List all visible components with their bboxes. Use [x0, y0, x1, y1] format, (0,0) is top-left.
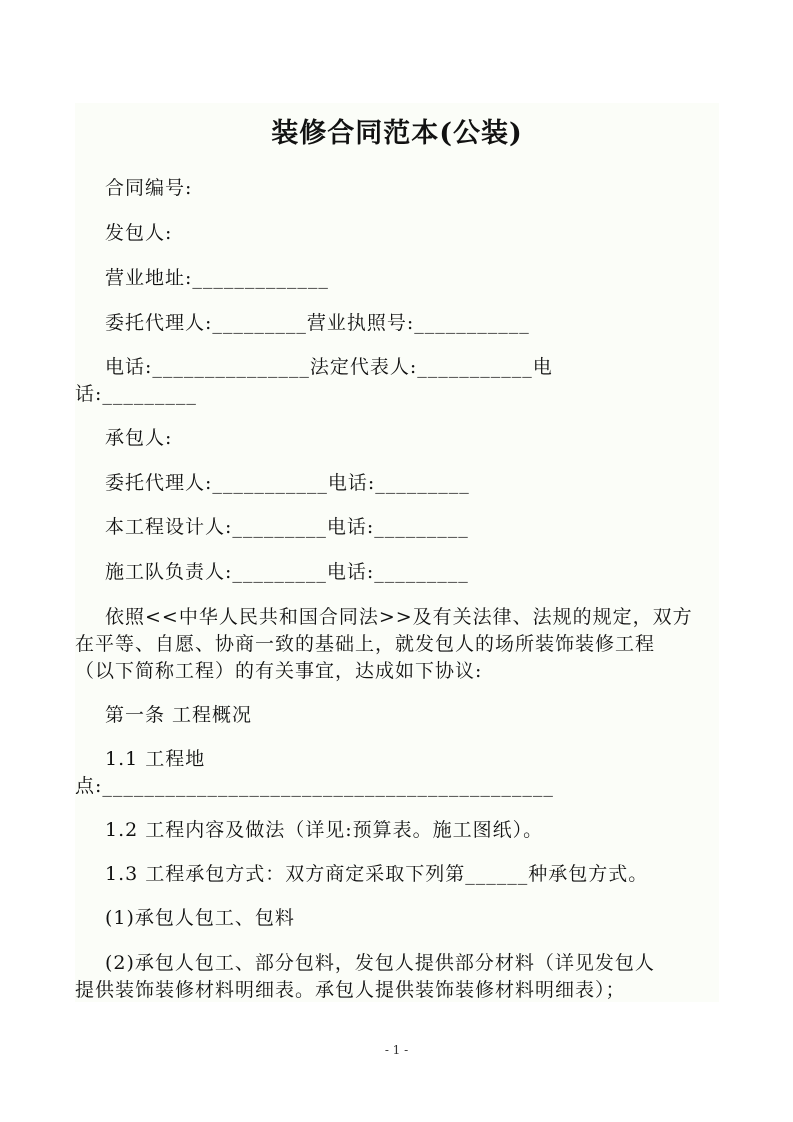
document-title: 装修合同范本(公装) — [271, 118, 523, 149]
phone-continuation-line: 话:_________ — [75, 383, 197, 405]
preamble-line-1: 依照<<中华人民共和国合同法>>及有关法律、法规的规定，双方 — [105, 606, 693, 628]
designer-line: 本工程设计人:_________电话:_________ — [105, 516, 469, 538]
clause-1-1-line-1: 1.1 工程地 — [105, 748, 206, 770]
clause-1-1-line-2: 点:___________________________________________ — [75, 775, 554, 797]
page-number: - 1 - — [384, 1043, 409, 1057]
crew-leader-line: 施工队负责人:_________电话:_________ — [105, 561, 469, 583]
preamble-line-3: （以下简称工程）的有关事宜，达成如下协议: — [75, 660, 483, 682]
business-address-line: 营业地址:_____________ — [105, 267, 329, 289]
agent-license-line: 委托代理人:_________营业执照号:___________ — [105, 312, 530, 334]
article-one-heading: 第一条 工程概况 — [105, 704, 253, 726]
contract-number-line: 合同编号: — [105, 177, 193, 199]
option-1: (1)承包人包工、包料 — [105, 907, 295, 929]
clause-1-2: 1.2 工程内容及做法（详见:预算表。施工图纸）。 — [105, 819, 544, 841]
contractor-agent-line: 委托代理人:___________电话:_________ — [105, 472, 470, 494]
clause-1-3: 1.3 工程承包方式：双方商定采取下列第______种承包方式。 — [105, 863, 649, 885]
phone-representative-line: 电话:_______________法定代表人:___________电 — [105, 356, 553, 378]
option-2-line-2: 提供装饰装修材料明细表。承包人提供装饰装修材料明细表）； — [75, 979, 626, 1001]
preamble-line-2: 在平等、自愿、协商一致的基础上，就发包人的场所装饰装修工程 — [75, 633, 656, 655]
employer-line: 发包人: — [105, 222, 173, 244]
option-2-line-1: (2)承包人包工、部分包料，发包人提供部分材料（详见发包人 — [105, 952, 655, 974]
document-page — [75, 103, 719, 1002]
contractor-line: 承包人: — [105, 427, 173, 449]
